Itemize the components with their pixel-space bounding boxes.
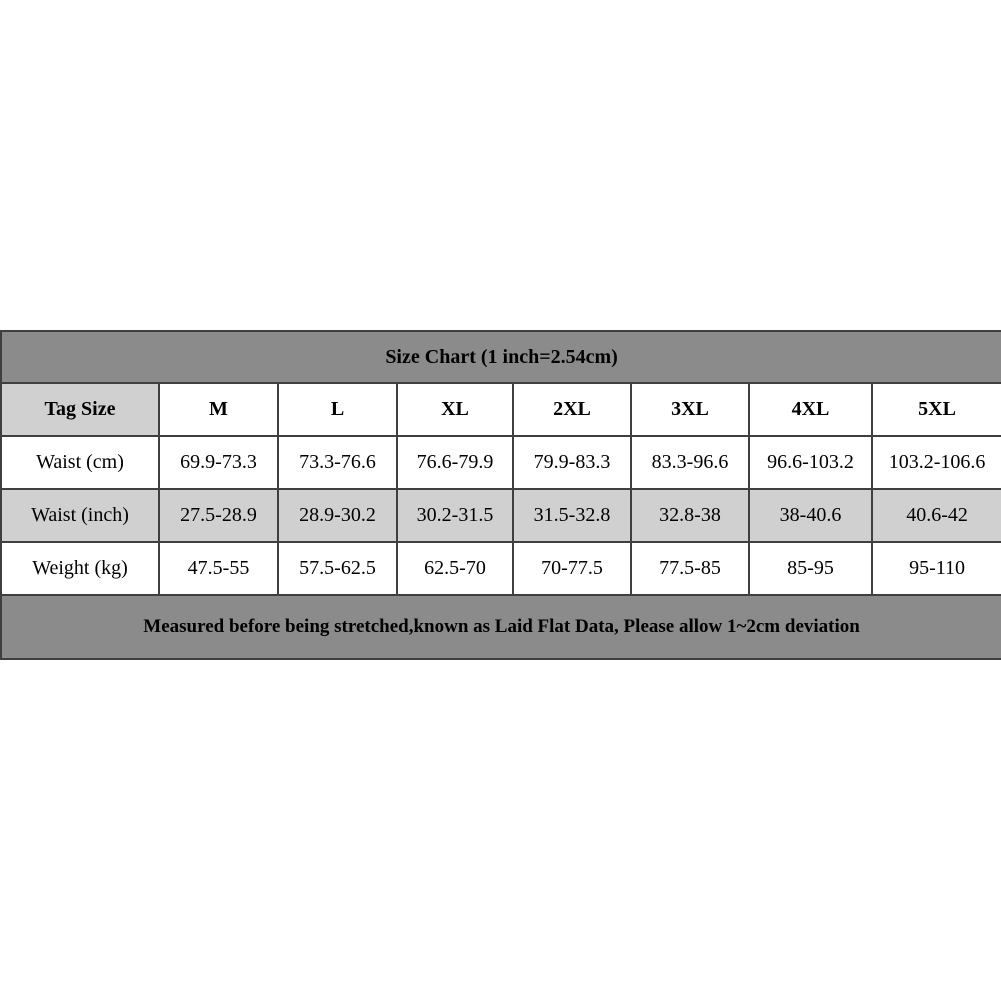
- table-cell: 40.6-42: [872, 489, 1001, 542]
- table-row-waist-cm: [1, 436, 1001, 489]
- header-row: [1, 383, 1001, 436]
- table-cell: 69.9-73.3: [159, 436, 278, 489]
- table-cell: 62.5-70: [397, 542, 513, 595]
- size-chart-table: [0, 330, 1001, 660]
- size-header-3xl: 3XL: [631, 383, 749, 436]
- table-cell: 79.9-83.3: [513, 436, 631, 489]
- table-cell: 32.8-38: [631, 489, 749, 542]
- size-header-m: M: [159, 383, 278, 436]
- table-cell: 30.2-31.5: [397, 489, 513, 542]
- table-cell: 77.5-85: [631, 542, 749, 595]
- size-header-4xl: 4XL: [749, 383, 872, 436]
- table-row-weight-kg: [1, 542, 1001, 595]
- chart-title: Size Chart (1 inch=2.54cm): [1, 331, 1001, 383]
- note-row: [1, 595, 1001, 659]
- size-header-5xl: 5XL: [872, 383, 1001, 436]
- size-header-xl: XL: [397, 383, 513, 436]
- table-cell: 47.5-55: [159, 542, 278, 595]
- table-row-waist-inch: [1, 489, 1001, 542]
- table-cell: 57.5-62.5: [278, 542, 397, 595]
- table-cell: 27.5-28.9: [159, 489, 278, 542]
- table-cell: 28.9-30.2: [278, 489, 397, 542]
- table-cell: 38-40.6: [749, 489, 872, 542]
- table-cell: 85-95: [749, 542, 872, 595]
- size-header-2xl: 2XL: [513, 383, 631, 436]
- row-label: Weight (kg): [1, 542, 159, 595]
- title-row: [1, 331, 1001, 383]
- footnote: Measured before being stretched,known as Laid Flat Data, Please allow 1~2cm deviation: [1, 595, 1001, 659]
- table-cell: 83.3-96.6: [631, 436, 749, 489]
- row-label: Waist (inch): [1, 489, 159, 542]
- table-cell: 73.3-76.6: [278, 436, 397, 489]
- table-cell: 76.6-79.9: [397, 436, 513, 489]
- table-cell: 70-77.5: [513, 542, 631, 595]
- table-cell: 103.2-106.6: [872, 436, 1001, 489]
- row-label: Waist (cm): [1, 436, 159, 489]
- size-header-l: L: [278, 383, 397, 436]
- tag-size-header: Tag Size: [1, 383, 159, 436]
- table-cell: 31.5-32.8: [513, 489, 631, 542]
- table-cell: 96.6-103.2: [749, 436, 872, 489]
- table-cell: 95-110: [872, 542, 1001, 595]
